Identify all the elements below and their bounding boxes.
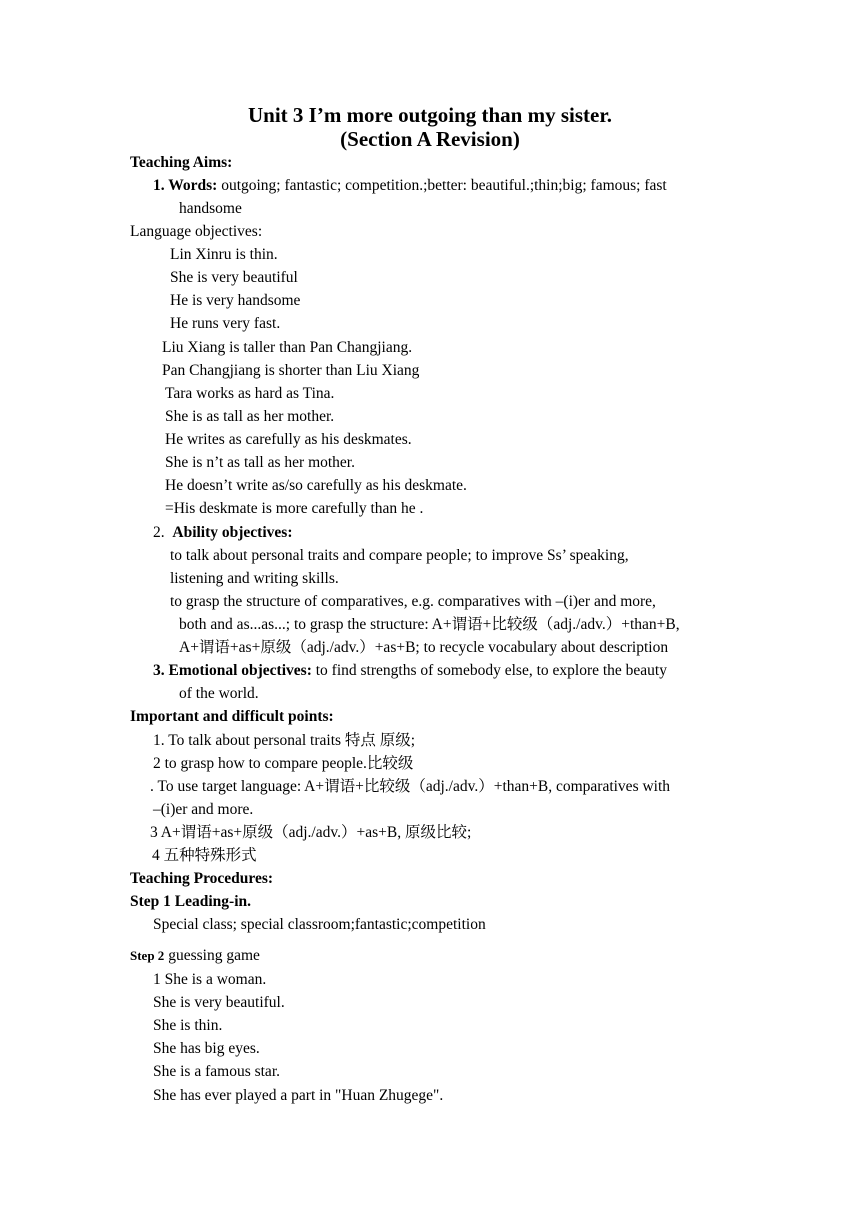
language-line: Liu Xiang is taller than Pan Changjiang.: [162, 339, 413, 356]
ability-line: A+谓语+as+原级（adj./adv.）+as+B; to recycle vocabulary about description: [179, 639, 669, 656]
important-line: –(i)er and more.: [153, 801, 254, 818]
step1-text: Special class; special classroom;fantastic;competition: [153, 916, 486, 933]
step2-line: 1 She is a woman.: [153, 971, 267, 988]
step2-line: She is a famous star.: [153, 1063, 280, 1080]
language-objectives-heading: Language objectives:: [130, 223, 263, 240]
ability-line: both and as...as...; to grasp the structure: A+谓语+比较级（adj./adv.）+than+B,: [179, 616, 680, 633]
language-line: He doesn’t write as/so carefully as his deskmate.: [165, 477, 467, 494]
language-line: Lin Xinru is thin.: [170, 246, 278, 263]
emotional-label: 3. Emotional objectives:: [153, 662, 312, 679]
ability-line: to talk about personal traits and compare people; to improve Ss’ speaking,: [170, 547, 629, 564]
important-line: 4 五种特殊形式: [152, 847, 257, 864]
language-line: Tara works as hard as Tina.: [165, 385, 335, 402]
important-line: 1. To talk about personal traits 特点 原级;: [153, 732, 416, 749]
important-points-heading: Important and difficult points:: [130, 708, 334, 725]
step2-line: She has ever played a part in "Huan Zhugege".: [153, 1087, 444, 1104]
important-line: 2 to grasp how to compare people.比较级: [153, 755, 414, 772]
title-line-2: (Section A Revision): [340, 127, 520, 151]
step2-heading: Step 2 guessing game: [130, 947, 260, 964]
words-continued: handsome: [179, 200, 242, 217]
teaching-aims-heading: Teaching Aims:: [130, 154, 233, 171]
step2-line: She is very beautiful.: [153, 994, 285, 1011]
ability-line: listening and writing skills.: [170, 570, 339, 587]
emotional-objectives-line: [153, 661, 667, 681]
important-line: 3 A+谓语+as+原级（adj./adv.）+as+B, 原级比较;: [150, 824, 472, 841]
step1-heading: Step 1 Leading-in.: [130, 893, 252, 910]
important-line: . To use target language: A+谓语+比较级（adj./adv.）+than+B, comparatives with: [150, 778, 671, 795]
language-line: He is very handsome: [170, 292, 301, 309]
language-line: He writes as carefully as his deskmates.: [165, 431, 412, 448]
language-line: He runs very fast.: [170, 315, 281, 332]
step2-line: She has big eyes.: [153, 1040, 260, 1057]
procedures-heading: Teaching Procedures:: [130, 870, 274, 887]
language-line: She is very beautiful: [170, 269, 298, 286]
emotional-continued: of the world.: [179, 685, 259, 702]
ability-objectives-heading: 2. Ability objectives:: [153, 524, 293, 541]
language-line: She is n’t as tall as her mother.: [165, 454, 355, 471]
words-label: 1. Words:: [153, 177, 218, 194]
words-line: [153, 176, 667, 196]
language-line: Pan Changjiang is shorter than Liu Xiang: [162, 362, 420, 379]
emotional-text: to find strengths of somebody else, to explore the beauty: [311, 662, 667, 679]
step2-line: She is thin.: [153, 1017, 223, 1034]
title-line-1: Unit 3 I’m more outgoing than my sister.: [247, 103, 612, 127]
ability-line: to grasp the structure of comparatives, e.g. comparatives with –(i)er and more,: [170, 593, 656, 610]
language-line: =His deskmate is more carefully than he .: [165, 500, 424, 517]
words-text: outgoing; fantastic; competition.;better: beautiful.;thin;big; famous; fast: [217, 177, 667, 194]
language-line: She is as tall as her mother.: [165, 408, 335, 425]
